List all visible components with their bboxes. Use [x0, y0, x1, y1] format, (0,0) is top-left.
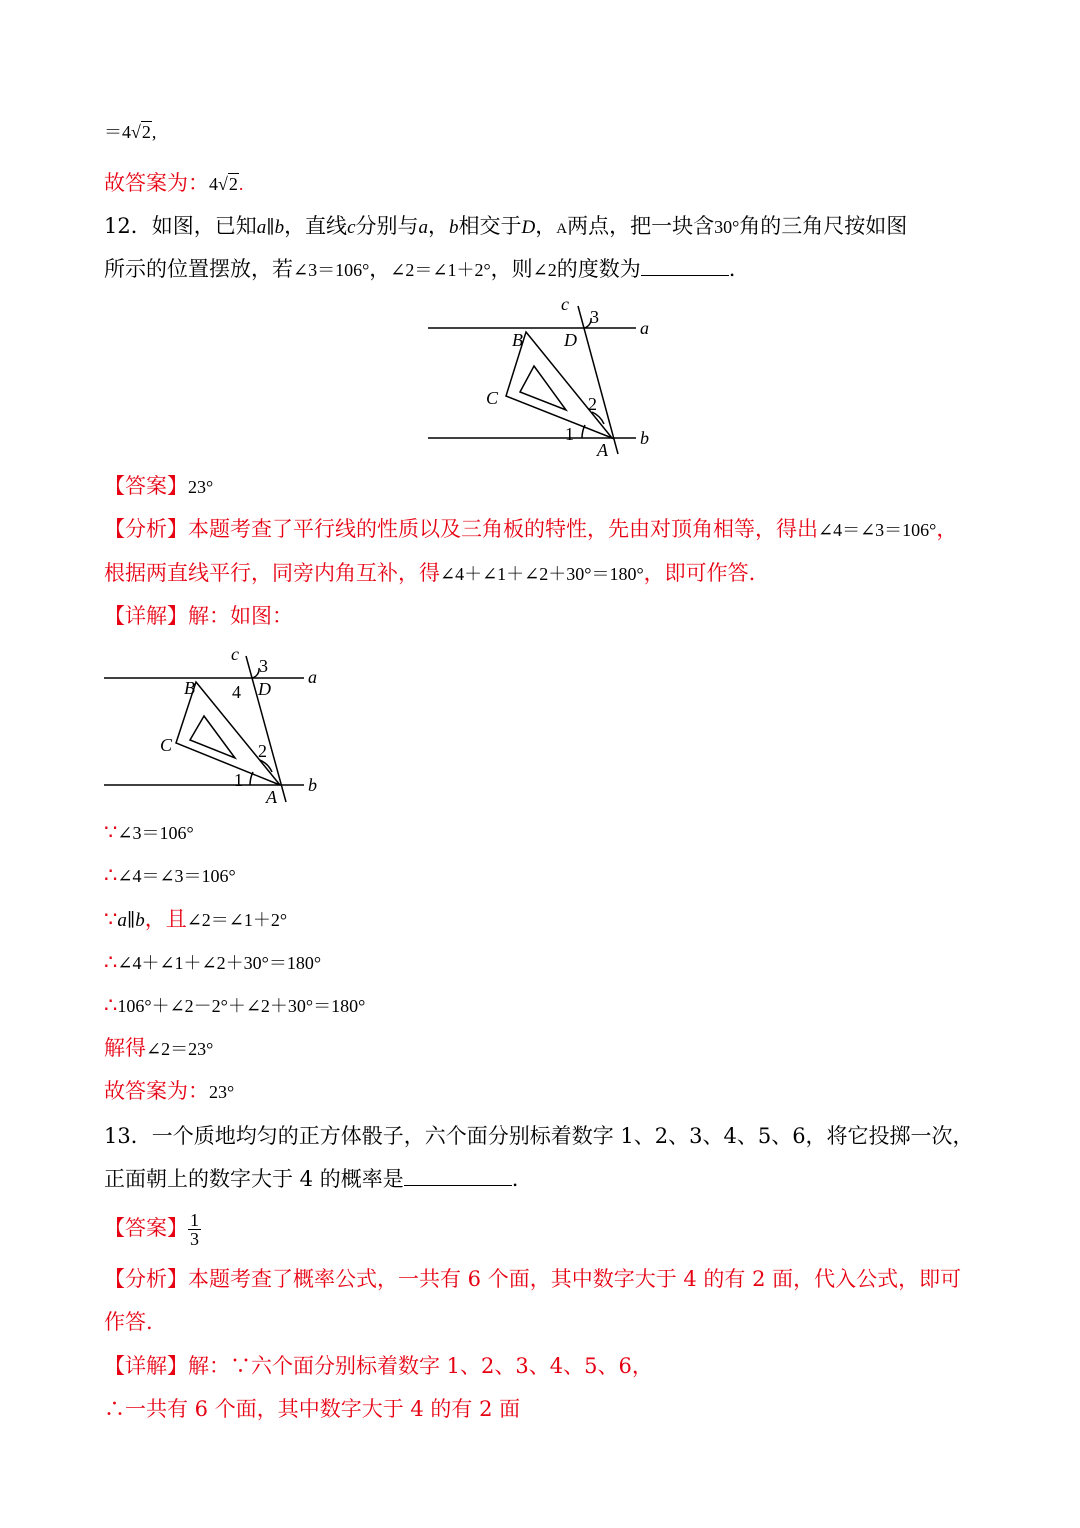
sqrt-symbol: √: [218, 174, 228, 194]
svg-text:B: B: [512, 330, 523, 350]
question-12-line1: 12．如图，已知a∥b，直线c分别与a，b相交于D，A两点，把一块含30°角的三角尺按如图: [104, 214, 908, 238]
question-13-line1: 13．一个质地均匀的正方体骰子，六个面分别标着数字 1、2、3、4、5、6，将它投掷一次，: [104, 1124, 974, 1148]
analysis-12-line1: 【分析】本题考查了平行线的性质以及三角板的特性，先由对顶角相等，得出∠4＝∠3＝106°，: [104, 517, 958, 541]
radicand: 2: [228, 174, 238, 194]
answer-line: 故答案为：4√2.: [104, 171, 244, 195]
svg-text:c: c: [231, 644, 239, 664]
svg-text:a: a: [308, 667, 317, 687]
answer-13: 【答案】 $\frac{1}{3}$: [104, 1210, 199, 1249]
svg-text:b: b: [640, 428, 649, 448]
svg-text:A: A: [266, 787, 277, 807]
geometry-figure-2: [98, 640, 338, 810]
analysis-12-line2: 根据两直线平行，同旁内角互补，得∠4＋∠1＋∠2＋30°＝180°，即可作答.: [104, 561, 756, 585]
answer-blank: [641, 255, 729, 276]
question-13-line2: 正面朝上的数字大于 4 的概率是 .: [104, 1167, 519, 1191]
svg-text:B: B: [184, 678, 195, 698]
radicand: 2: [141, 122, 151, 142]
svg-text:2: 2: [258, 741, 267, 761]
svg-text:C: C: [160, 735, 173, 755]
analysis-13-line2: 作答.: [104, 1310, 153, 1334]
svg-text:2: 2: [588, 394, 597, 414]
step-5: ∴106°＋∠2－2°＋∠2＋30°＝180°: [104, 993, 366, 1017]
geometry-figure-1: [422, 292, 662, 462]
sqrt-symbol: √: [131, 122, 141, 142]
svg-text:c: c: [561, 294, 569, 314]
answer-12: 【答案】23°: [104, 474, 214, 498]
svg-text:D: D: [258, 679, 271, 699]
svg-text:D: D: [564, 330, 577, 350]
svg-text:b: b: [308, 775, 317, 795]
analysis-13-line1: 【分析】本题考查了概率公式，一共有 6 个面，其中数字大于 4 的有 2 面，代入公式，即可: [104, 1267, 962, 1291]
question-12-line2: 所示的位置摆放，若∠3＝106°，∠2＝∠1＋2°，则∠2的度数为 .: [104, 257, 736, 281]
step-3: ∵a∥b，且∠2＝∠1＋2°: [104, 907, 288, 931]
detail-13-line1: 【详解】解：∵六个面分别标着数字 1、2、3、4、5、6，: [104, 1354, 653, 1378]
equation-line: ＝4√2,: [104, 122, 157, 142]
svg-text:1: 1: [234, 770, 243, 790]
step-1: ∵∠3＝106°: [104, 820, 194, 844]
detail-12: 【详解】解：如图：: [104, 604, 293, 628]
svg-text:A: A: [597, 440, 608, 460]
svg-text:C: C: [486, 388, 499, 408]
svg-text:3: 3: [590, 307, 599, 327]
svg-text:3: 3: [259, 656, 268, 676]
svg-text:a: a: [640, 318, 649, 338]
svg-text:1: 1: [565, 424, 574, 444]
step-2: ∴∠4＝∠3＝106°: [104, 863, 236, 887]
detail-13-line2: ∴一共有 6 个面，其中数字大于 4 的有 2 面: [104, 1397, 521, 1421]
svg-text:4: 4: [232, 682, 241, 702]
step-6: 解得∠2＝23°: [104, 1036, 214, 1060]
step-4: ∴∠4＋∠1＋∠2＋30°＝180°: [104, 950, 322, 974]
answer-blank: [404, 1165, 512, 1186]
step-7: 故答案为：23°: [104, 1079, 235, 1103]
fraction: $\frac{1}{3}$: [190, 1210, 199, 1249]
